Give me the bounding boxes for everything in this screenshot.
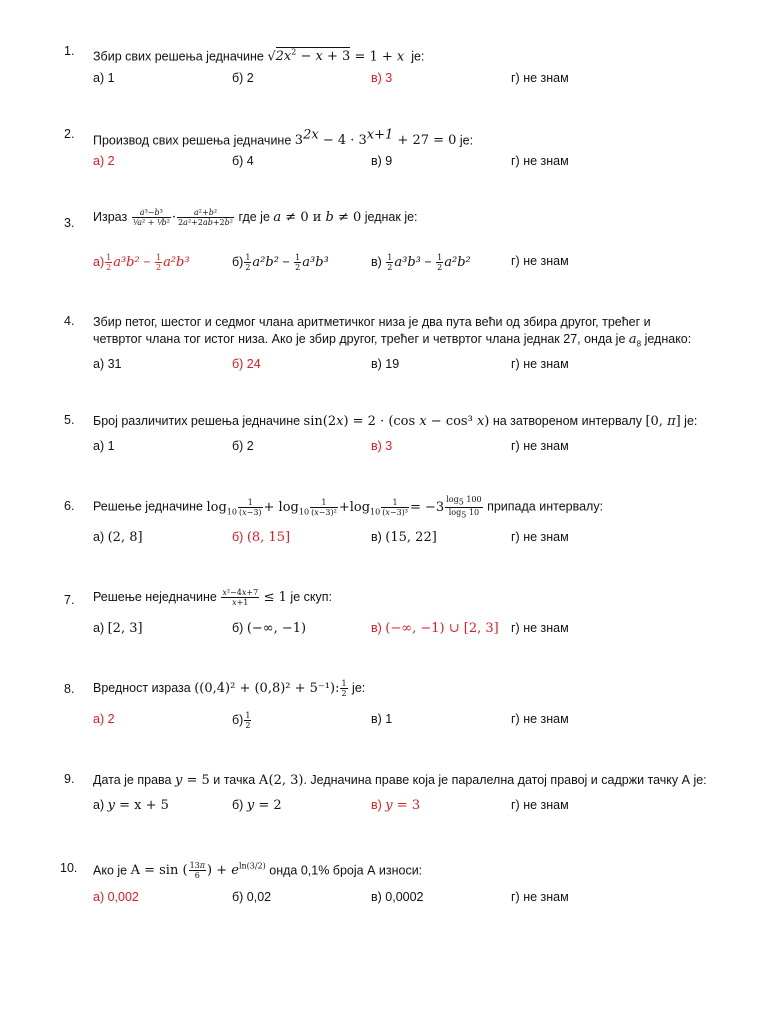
equation: A = sin ( $\frac{13\pi}{6}$ ) + $e^{ln(3/2)}$ [130, 861, 266, 881]
option-d[interactable]: г) не знам [511, 254, 569, 268]
question-text: Израз $\frac{\text{a³−b³}}{\text{¹⁄a² + ¹⁄b²}}$ · $\frac{\text{a²+b²}}{\text{2a²+2ab+2b²}}$ где је a ≠ 0 и b ≠ 0 једнак је: [93, 208, 418, 227]
option-d[interactable]: г) не знам [511, 621, 569, 635]
option-c[interactable]: в) (−∞, −1) ∪ [2, 3] [371, 621, 499, 636]
option-c[interactable]: в) (15, 22] [371, 530, 437, 545]
question-number: 9. [64, 772, 75, 786]
question-text: Решење неједначине $\frac{\text{x²−4x+7}}{x+1}$ ≤ 1 је скуп: [93, 588, 332, 607]
option-b[interactable]: б) $\frac{1}{2}$ [232, 711, 251, 730]
option-a[interactable]: а) 0,002 [93, 890, 139, 904]
option-b[interactable]: б) 0,02 [232, 890, 272, 904]
question-text: Збир петог, шестог и седмог члана аритметичког низа је два пута већи од збира другог, трећег и четвртог члана тог истог низа. Ако је збир другог, трећег и четвртог члана једнак 27, онда је $a_8$ једнако: [93, 315, 692, 349]
question-number: 10. [60, 861, 78, 875]
option-d[interactable]: г) не знам [511, 798, 569, 812]
question-text: Решење једначине $\log_{10}$ $\frac{1}{(x-3)}$ + $\log_{10}$ $\frac{1}{\text{(x−3)²}}$ $+\log_{10}$ $\frac{1}{\text{(x−3)³}}$ = −3 $\frac{\log_5 100}{\log_5 10}$ припада интервалу: [93, 495, 604, 520]
equation: $√2x^2 - x + 3 = 1 + x$ [267, 48, 405, 65]
option-c[interactable]: в) 9 [371, 154, 393, 168]
fraction: $\frac{\text{a³−b³}}{\text{¹⁄a² + ¹⁄b²}}$ [132, 208, 170, 227]
question-number: 8. [64, 682, 75, 696]
option-d[interactable]: г) не знам [511, 530, 569, 544]
option-c[interactable]: в) 19 [371, 357, 400, 371]
option-d[interactable]: г) не знам [511, 154, 569, 168]
question-number: 5. [64, 413, 75, 427]
option-b[interactable]: б) y = 2 [232, 798, 282, 813]
option-d[interactable]: г) не знам [511, 357, 569, 371]
option-b[interactable]: б) 2 [232, 71, 254, 85]
option-c[interactable]: в) 1 [371, 712, 393, 726]
question-text: Производ свих решења једначине $3^{2x} - 4 \cdot 3^{x+1} + 27 = 0$ је: [93, 128, 474, 149]
option-a[interactable]: а) [2, 3] [93, 621, 143, 636]
option-a[interactable]: а) $\frac{1}{2}$ a³b² − $\frac{1}{2}$ a²b³ [93, 253, 190, 272]
option-a[interactable]: а) 1 [93, 439, 115, 453]
question-number: 6. [64, 499, 75, 513]
question-number: 3. [64, 216, 75, 230]
question-number: 1. [64, 44, 75, 58]
option-d[interactable]: г) не знам [511, 71, 569, 85]
equation: sin(2x) = 2 · (cos x − cos³ x) [303, 414, 490, 429]
option-a[interactable]: а) 1 [93, 71, 115, 85]
question-text: Вредност израза ((0,4)² + (0,8)² + 5⁻¹): $\frac{1}{2}$ је: [93, 679, 366, 698]
question-text: Збир свих решења једначине $√2x^2 - x + 3 = 1 + x$ је: [93, 48, 425, 65]
question-number: 4. [64, 314, 75, 328]
option-b[interactable]: б) $\frac{1}{2}$ a²b² − $\frac{1}{2}$ a³b³ [232, 253, 329, 272]
option-b[interactable]: б) (8, 15] [232, 530, 291, 545]
option-c[interactable]: в) 0,0002 [371, 890, 424, 904]
option-b[interactable]: б) 24 [232, 357, 261, 371]
question-number: 2. [64, 127, 75, 141]
option-b[interactable]: б) 2 [232, 439, 254, 453]
question-number: 7. [64, 593, 75, 607]
option-d[interactable]: г) не знам [511, 712, 569, 726]
option-c[interactable]: в) $\frac{1}{2}$ a³b³ − $\frac{1}{2}$ a²b² [371, 253, 471, 272]
option-a[interactable]: а) 31 [93, 357, 122, 371]
question-text: Дата је права y = 5 и тачка А(2, 3). Једначина праве која је паралелна датој правој и садржи тачку А је: [93, 773, 707, 788]
option-c[interactable]: в) 3 [371, 71, 393, 85]
option-b[interactable]: б) (−∞, −1) [232, 621, 307, 636]
option-a[interactable]: а) (2, 8] [93, 530, 143, 545]
fraction: $\frac{\text{x²−4x+7}}{x+1}$ [222, 588, 259, 607]
option-c[interactable]: в) 3 [371, 439, 393, 453]
question-text: Ако је A = sin ( $\frac{13\pi}{6}$ ) + $e^{ln(3/2)}$ онда 0,1% броја А износи: [93, 861, 423, 881]
option-d[interactable]: г) не знам [511, 439, 569, 453]
question-text: Број различитих решења једначине sin(2x) = 2 · (cos x − cos³ x) на затвореном интервалу [0, π] је: [93, 414, 698, 429]
option-a[interactable]: а) 2 [93, 154, 115, 168]
option-d[interactable]: г) не знам [511, 890, 569, 904]
option-c[interactable]: в) y = 3 [371, 798, 421, 813]
equation: $\log_{10}$ $\frac{1}{(x-3)}$ + $\log_{10}$ $\frac{1}{\text{(x−3)²}}$ $+\log_{10}$ $\frac{1}{\text{(x−3)³}}$ = −3 $\frac{\log_5 100}{\log_5 10}$ [206, 495, 482, 520]
option-a[interactable]: а) 2 [93, 712, 115, 726]
option-a[interactable]: а) y = x + 5 [93, 798, 169, 813]
equation: $3^{2x} - 4 \cdot 3^{x+1} + 27 = 0$ [294, 128, 457, 149]
option-b[interactable]: б) 4 [232, 154, 254, 168]
fraction: $\frac{\text{a²+b²}}{\text{2a²+2ab+2b²}}$ [178, 208, 233, 227]
